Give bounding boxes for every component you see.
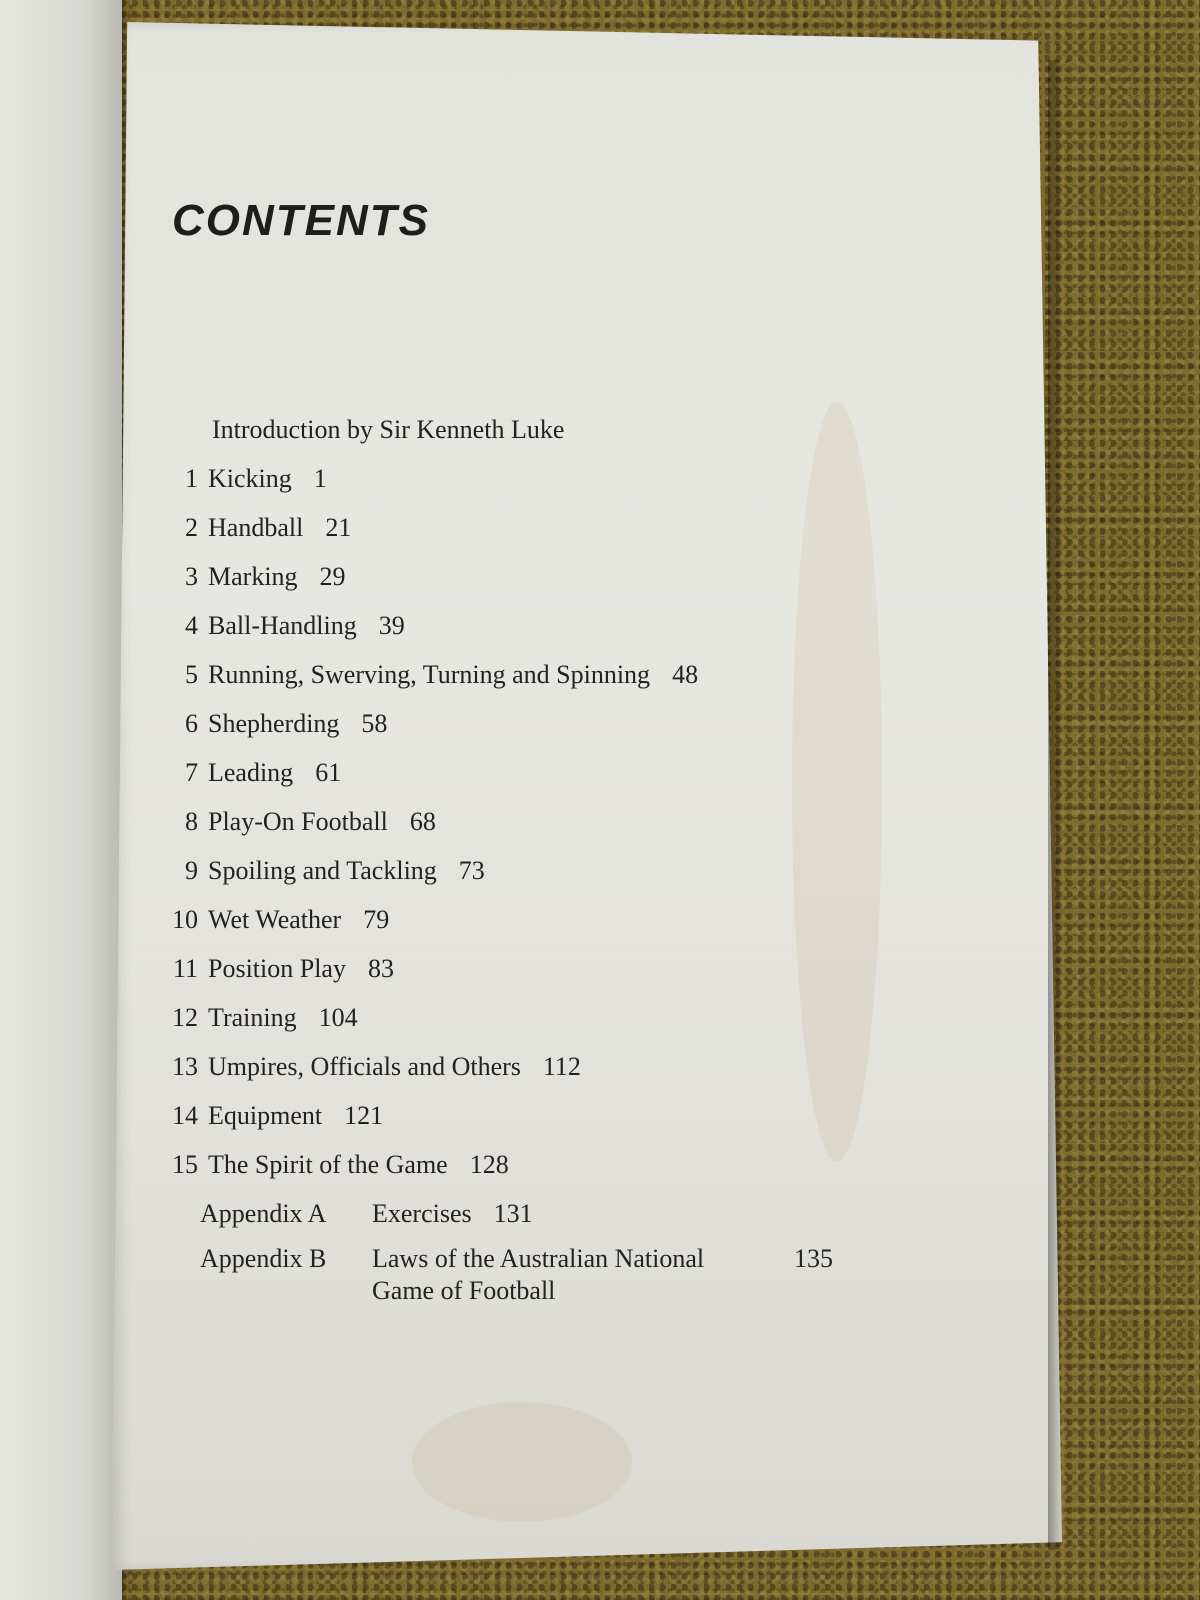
- appendix-page: 135: [794, 1244, 833, 1273]
- toc-chapter-row: [160, 1096, 920, 1145]
- chapter-page: 1: [313, 464, 327, 493]
- page-edge-shadow: [1048, 60, 1064, 1550]
- toc-chapter-row: [160, 949, 920, 998]
- toc-appendix-row: [160, 1194, 920, 1239]
- chapter-title: Ball-Handling: [208, 611, 357, 640]
- chapter-page: 79: [363, 905, 390, 934]
- chapter-number: 11: [172, 954, 198, 983]
- chapter-number: 5: [185, 660, 198, 689]
- toc-introduction: [160, 410, 920, 459]
- chapter-title: Equipment: [208, 1101, 323, 1130]
- chapter-page: 104: [318, 1003, 358, 1032]
- chapter-number: 12: [172, 1003, 198, 1032]
- chapter-page: 128: [469, 1150, 509, 1179]
- chapter-title: Marking: [208, 562, 298, 591]
- appendix-page: 131: [493, 1199, 533, 1228]
- chapter-number: 8: [185, 807, 198, 836]
- chapter-title: Leading: [208, 758, 294, 787]
- chapter-page: 112: [542, 1052, 581, 1081]
- appendix-title: Exercises: [372, 1199, 472, 1228]
- toc-chapter-row: [160, 508, 920, 557]
- chapter-page: 73: [458, 856, 485, 885]
- chapter-number: 6: [185, 709, 198, 738]
- facing-page: [0, 0, 122, 1600]
- appendix-title: Laws of the Australian National Game of Football: [372, 1244, 705, 1305]
- chapter-title: The Spirit of the Game: [208, 1150, 448, 1179]
- toc-chapter-row: [160, 851, 920, 900]
- chapter-number: 3: [185, 562, 198, 591]
- chapter-page: 68: [409, 807, 436, 836]
- toc-appendix-row: [160, 1239, 920, 1305]
- toc-chapter-row: [160, 1145, 920, 1194]
- chapter-number: 15: [172, 1150, 198, 1179]
- chapter-number: 9: [185, 856, 198, 885]
- chapter-list: [160, 459, 920, 1194]
- toc-chapter-row: [160, 1047, 920, 1096]
- chapter-number: 10: [172, 905, 198, 934]
- introduction-text: Introduction by Sir Kenneth Luke: [212, 415, 565, 444]
- toc-chapter-row: [160, 802, 920, 851]
- chapter-page: 58: [361, 709, 388, 738]
- chapter-title: Position Play: [208, 954, 346, 983]
- chapter-number: 14: [172, 1101, 198, 1130]
- chapter-number: 2: [185, 513, 198, 542]
- toc-chapter-row: [160, 900, 920, 949]
- chapter-page: 61: [315, 758, 342, 787]
- chapter-number: 13: [172, 1052, 198, 1081]
- chapter-title: Spoiling and Tackling: [208, 856, 437, 885]
- chapter-number: 4: [185, 611, 198, 640]
- chapter-page: 121: [344, 1101, 384, 1130]
- chapter-page: 21: [325, 513, 352, 542]
- appendix-label: Appendix B: [200, 1244, 327, 1273]
- chapter-number: 7: [185, 758, 198, 787]
- toc-chapter-row: [160, 704, 920, 753]
- chapter-title: Play-On Football: [208, 807, 388, 836]
- chapter-title: Umpires, Officials and Others: [208, 1052, 521, 1081]
- chapter-title: Wet Weather: [208, 905, 342, 934]
- appendix-list: [160, 1194, 920, 1305]
- toc-chapter-row: [160, 459, 920, 508]
- appendix-label: Appendix A: [200, 1199, 327, 1228]
- toc-chapter-row: [160, 655, 920, 704]
- chapter-number: 1: [185, 464, 198, 493]
- table-of-contents: [160, 410, 920, 1305]
- chapter-page: 39: [378, 611, 405, 640]
- toc-chapter-row: [160, 557, 920, 606]
- toc-chapter-row: [160, 753, 920, 802]
- page-title: CONTENTS: [172, 196, 430, 245]
- chapter-title: Handball: [208, 513, 304, 542]
- chapter-title: Training: [208, 1003, 297, 1032]
- chapter-page: 48: [672, 660, 699, 689]
- chapter-title: Shepherding: [208, 709, 340, 738]
- toc-chapter-row: [160, 606, 920, 655]
- chapter-page: 83: [367, 954, 394, 983]
- chapter-page: 29: [319, 562, 346, 591]
- chapter-title: Running, Swerving, Turning and Spinning: [208, 660, 651, 689]
- page-stain: [412, 1402, 632, 1522]
- chapter-title: Kicking: [208, 464, 292, 493]
- toc-chapter-row: [160, 998, 920, 1047]
